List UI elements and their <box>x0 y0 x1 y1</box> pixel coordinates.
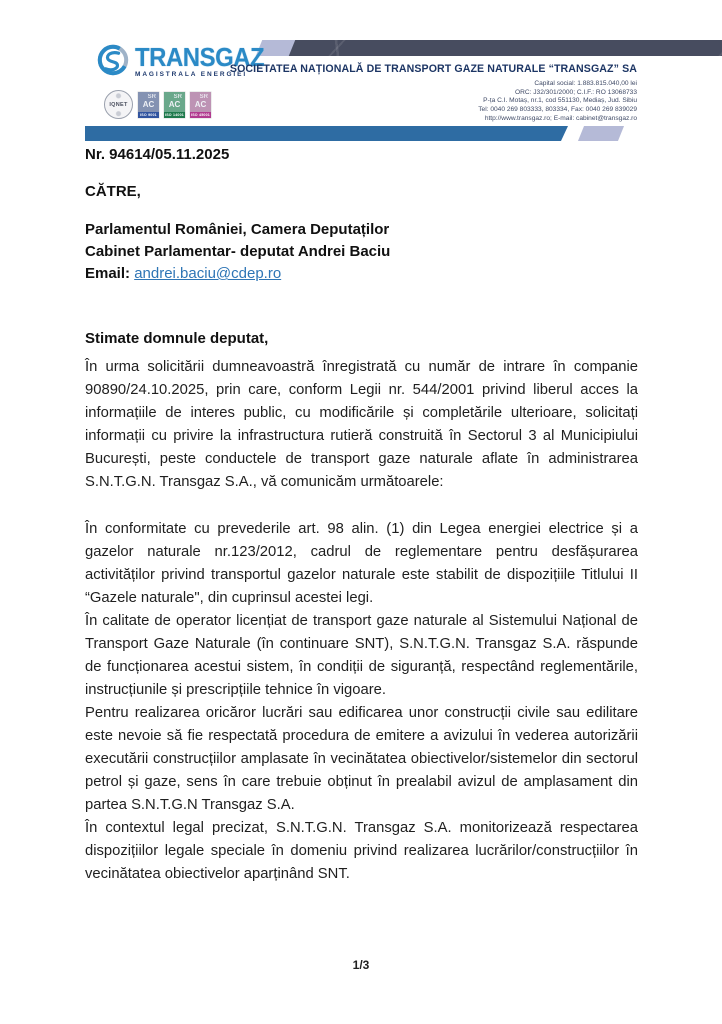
badge-ac-label: AC <box>142 99 155 109</box>
logo-tagline: MAGISTRALA ENERGIEI <box>135 71 248 78</box>
iso-14001-badge-icon <box>164 92 185 118</box>
header-blue-band <box>85 126 568 141</box>
paragraph: În conformitate cu prevederile art. 98 alin. (1) din Legea energiei electrice și a gazelor naturale nr.123/2012, cadrul de reglementare pentru desfășurarea activităților privind transportul gazelor naturale este stabilit de dispozițiile Titlului II “Gazele naturale", din cuprinsul acestei legi. <box>85 521 638 606</box>
company-registration: ORC: J32/301/2000; C.I.F.: RO 13068733 <box>514 88 637 96</box>
company-web-email: http://www.transgaz.ro; E-mail: cabinet@transgaz.ro <box>484 114 637 122</box>
paragraph: În urma solicitării dumneavoastră înregistrată cu număr de intrare în companie 90890/24.10.2025, prin care, conform Legii nr. 544/2001 privind liberul acces la informațiile de interes public, cu modificările și completările ulterioare, solicitați informații cu privire la infrastructura rutieră construită în Sectorul 3 al Municipiului București, peste conductele de transport gaze naturale aflate în administrarea S.N.T.G.N. Transgaz S.A., vă comunicăm următoarele: <box>85 359 638 490</box>
recipient-office: Cabinet Parlamentar- deputat Andrei Baciu <box>85 243 391 260</box>
registration-number: Nr. 94614/05.11.2025 <box>85 146 230 163</box>
page-number: 1/3 <box>352 958 370 972</box>
recipient-institution: Parlamentul României, Camera Deputaților <box>85 221 390 238</box>
badge-iso-label: ISO 14001 <box>165 112 184 117</box>
recipient-email-link[interactable]: andrei.baciu@cdep.ro <box>134 265 282 282</box>
paragraph: Pentru realizarea oricăror lucrări sau edificarea unor construcții civile sau edilitare este nevoie să fie respectată procedura de emitere a avizului în vederea autorizării executării construcțiilor amplasate în vecinătatea obiectivelor/sistemelor din sectorul petrol și gaze, sens în care trebuie obținut în prealabil avizul de amplasament din partea S.N.T.G.N Transgaz S.A. <box>85 705 638 813</box>
transgaz-logo-icon <box>97 44 129 76</box>
company-info-block <box>478 80 637 124</box>
iso-45001-badge-icon <box>190 92 211 118</box>
band-cross-decoration <box>317 40 357 56</box>
company-phone-fax: Tel: 0040 269 803333, 803334, Fax: 0040 269 839029 <box>478 106 637 114</box>
recipient-block <box>85 219 390 285</box>
intro-paragraph <box>85 356 638 494</box>
header-accent-parallelogram-bottom <box>578 126 624 141</box>
company-name: SOCIETATEA NAȚIONALĂ DE TRANSPORT GAZE NATURALE “TRANSGAZ” SA <box>229 63 637 75</box>
badge-ac-label: AC <box>168 99 181 109</box>
email-label: Email: <box>85 265 131 282</box>
badge-sr-label: SR <box>147 94 156 101</box>
iso-9001-badge-icon <box>138 92 159 118</box>
to-label: CĂTRE, <box>85 183 141 200</box>
company-address: P-ța C.I. Motaș, nr.1, cod 551130, Mediaș, Jud. Sibiu <box>483 97 637 105</box>
iqnet-logo-icon: IQNET <box>104 90 133 119</box>
legal-paragraphs <box>85 518 638 886</box>
badge-sr-label: SR <box>199 94 208 101</box>
logo-wordmark: TRANSGAZ <box>135 42 265 72</box>
paragraph: În contextul legal precizat, S.N.T.G.N. Transgaz S.A. monitorizează respectarea dispozițiilor legale speciale în domeniu privind realizarea lucrărilor/construcțiilor în vecinătatea obiectivelor aparținând SNT. <box>85 820 638 882</box>
recipient-email-line <box>85 263 390 285</box>
badge-mark <box>164 92 185 112</box>
badge-sr-label: SR <box>173 94 182 101</box>
paragraph: În calitate de operator licențiat de transport gaze naturale al Sistemului Național de Transport Gaze Naturale (în continuare SNT), S.N.T.G.N. Transgaz S.A. răspunde de funcționarea acestui sistem, în condiții de siguranță, respectând reglementările, instrucțiunile și prescripțiile tehnice în vigoare. <box>85 613 638 698</box>
badge-mark <box>190 92 211 112</box>
band-cross-decoration <box>707 40 722 56</box>
company-capital: Capital social: 1.883.815.040,00 lei <box>534 80 637 87</box>
badge-iso-label: ISO 45001 <box>191 112 210 117</box>
certification-badges <box>104 90 211 119</box>
badge-ac-label: AC <box>194 99 207 109</box>
greeting: Stimate domnule deputat, <box>85 330 269 347</box>
badge-iso-label: ISO 9001 <box>138 112 159 118</box>
header-dark-band <box>289 40 722 56</box>
badge-mark <box>138 92 159 112</box>
